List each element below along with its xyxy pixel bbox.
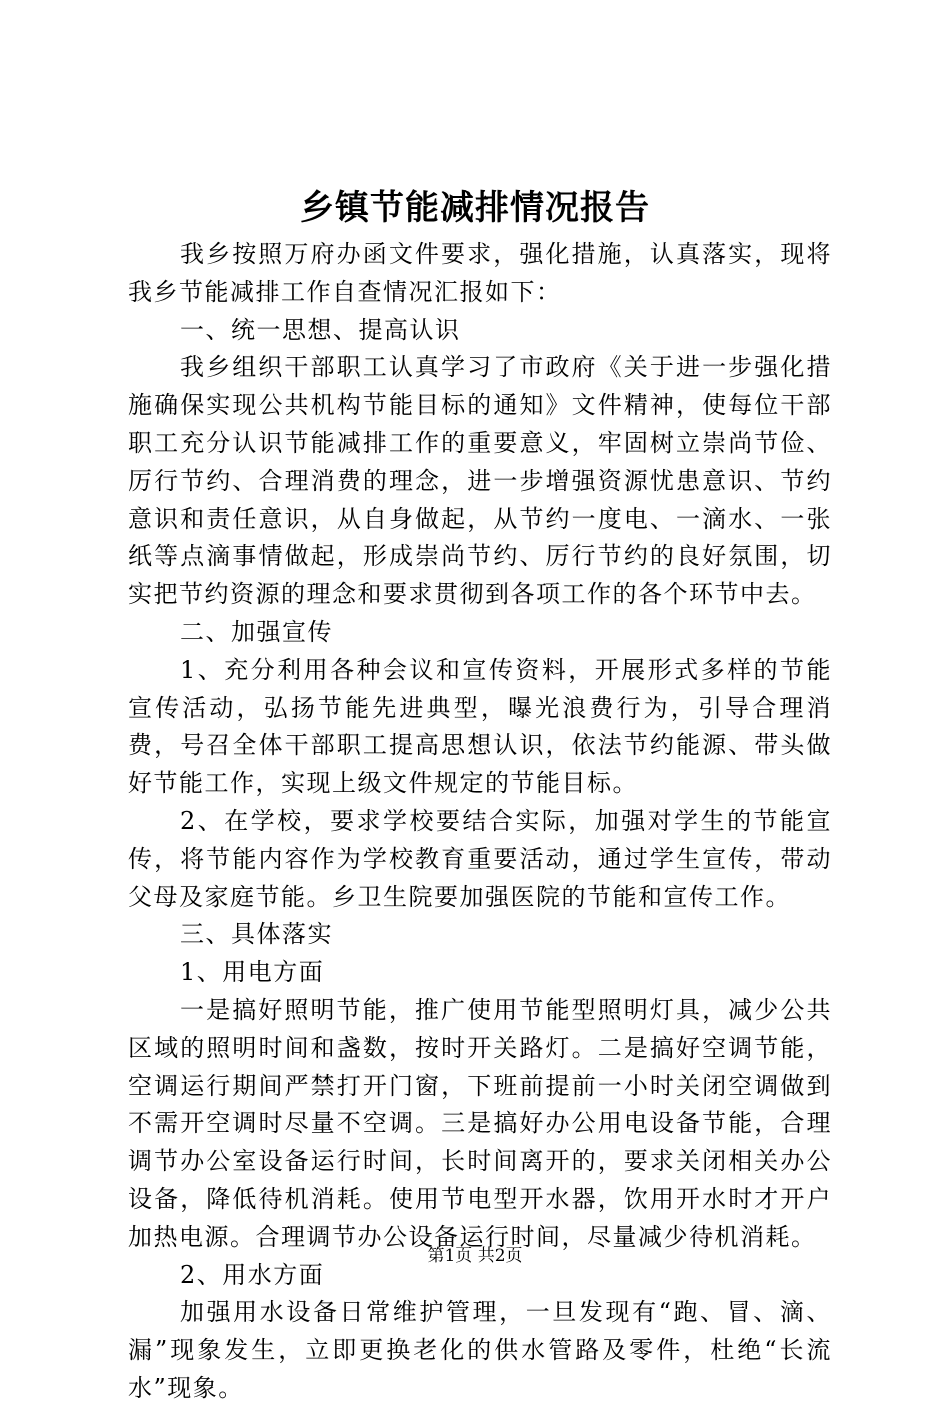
paragraph-water: 加强用水设备日常维护管理，一旦发现有“跑、冒、滴、漏”现象发生，立即更换老化的供水管路及零件，杜绝“长流水”现象。	[128, 1298, 832, 1402]
paragraph-section-2-item-2: 2、在学校，要求学校要结合实际，加强对学生的节能宣传，将节能内容作为学校教育重要活动，通过学生宣传，带动父母及家庭节能。乡卫生院要加强医院的节能和宣传工作。	[128, 806, 832, 911]
paragraph-electricity: 一是搞好照明节能，推广使用节能型照明灯具，减少公共区域的照明时间和盏数，按时开关路灯。二是搞好空调节能，空调运行期间严禁打开门窗，下班前提前一小时关闭空调做到不需开空调时尽量不空调。三是搞好办公用电设备节能，合理调节办公室设备运行时间，长时间离开的，要求关闭相关办公设备，降低待机消耗。使用节电型开水器，饮用开水时才开户加热电源。合理调节办公设备运行时间，尽量减少待机消耗。	[128, 995, 832, 1251]
subheading-electricity: 1、用电方面	[180, 958, 325, 987]
section-heading-2: 二、加强宣传	[180, 617, 333, 646]
document-title: 乡镇节能减排情况报告	[300, 188, 650, 228]
page-footer: 第1页 共2页	[427, 1246, 523, 1266]
section-heading-3: 三、具体落实	[180, 920, 333, 949]
paragraph-intro: 我乡按照万府办函文件要求，强化措施，认真落实，现将我乡节能减排工作自查情况汇报如下：	[128, 240, 832, 306]
subheading-water: 2、用水方面	[180, 1260, 325, 1289]
paragraph-section-2-item-1: 1、充分利用各种会议和宣传资料，开展形式多样的节能宣传活动，弘扬节能先进典型，曝光浪费行为，引导合理消费，号召全体干部职工提高思想认识，依法节约能源、带头做好节能工作，实现上级文件规定的节能目标。	[128, 655, 832, 798]
paragraph-section-1: 我乡组织干部职工认真学习了市政府《关于进一步强化措施确保实现公共机构节能目标的通知》文件精神，使每位干部职工充分认识节能减排工作的重要意义，牢固树立崇尚节俭、厉行节约、合理消费的理念，进一步增强资源忧患意识、节约意识和责任意识，从自身做起，从节约一度电、一滴水、一张纸等点滴事情做起，形成崇尚节约、厉行节约的良好氛围，切实把节约资源的理念和要求贯彻到各项工作的各个环节中去。	[128, 353, 832, 609]
section-heading-1: 一、统一思想、提高认识	[180, 315, 461, 344]
document-body	[128, 236, 832, 1408]
